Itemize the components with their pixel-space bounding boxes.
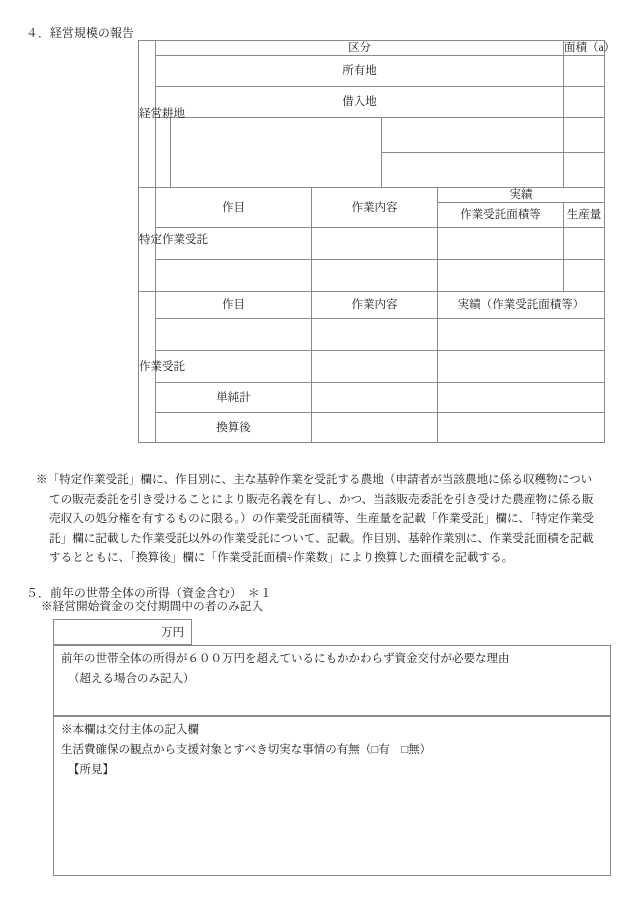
detail-mid-col-stack (382, 118, 564, 188)
detail-narrow-col[interactable] (156, 118, 171, 188)
income-amount-field[interactable] (53, 619, 192, 645)
sagyo-kansango-sagyo-naiyo[interactable] (312, 413, 438, 443)
table-row-tanjunkei (139, 383, 605, 413)
note-line-1: ※「特定作業受託」欄に、作目別に、主な基幹作業を受託する農地（申請者が当該農地に係る収穫物につい (36, 473, 593, 486)
shoyuchi-label-cell (156, 56, 564, 87)
tokutei-header-seisanryo: 生産量 (564, 203, 605, 228)
reason-prompt-line-1: 前年の世帯全体の所得が６００万円を超えているにもかかわらず資金交付が必要な理由 (61, 653, 510, 665)
sagyo-label: 作業受託 (139, 361, 185, 373)
tokutei-header-row (139, 188, 605, 203)
tokutei-label: 特定作業受託 (139, 233, 208, 246)
sagyo-header-sagyo-naiyo: 作業内容 (312, 292, 438, 319)
section-4-heading: ４．経営規模の報告 (26, 26, 134, 40)
tokutei-header-jisseki: 実績 (438, 188, 605, 203)
note-line-2: ての販売委託を引き受けることにより販売名義を有し、かつ、当該販売委託を引き受けた農産物に係る販 (49, 492, 594, 506)
tokutei-header-jutaku-menseki: 作業受託面積等 (438, 203, 564, 228)
reason-textarea[interactable] (53, 645, 611, 716)
note-line-3: 売収入の処分権を有するものに限る。）の作業受託面積等、生産量を記載「作業受託」欄に、「特定作業受 (49, 512, 594, 526)
tokutei-row2-seisanryo[interactable] (564, 260, 605, 292)
table-row-kansango (139, 413, 605, 443)
note-line-5: するとともに、「換算後」欄に「作業受託面積÷作業数」により換算した面積を記載する。 (49, 551, 514, 565)
kariirechi-label: 借入地 (342, 96, 377, 108)
section-5-heading: ５．前年の世帯全体の所得（資金含む） ＊１ (26, 586, 273, 600)
tokutei-row2-sagyo-naiyo[interactable] (312, 260, 438, 292)
sagyo-row1-sakumoku[interactable] (156, 319, 312, 351)
tokutei-row2-jutaku-menseki[interactable] (438, 260, 564, 292)
table-row (139, 87, 605, 118)
keiei-kochi-label: 経営耕地 (139, 108, 185, 120)
sagyo-header-sakumoku: 作目 (156, 292, 312, 319)
tokutei-label-cell (139, 188, 208, 292)
table-row (139, 56, 605, 87)
business-scale-table (138, 40, 616, 443)
tokutei-row1-seisanryo[interactable] (564, 228, 605, 260)
detail-wide-col[interactable] (171, 118, 382, 188)
kariirechi-area-input[interactable] (564, 87, 605, 118)
header-kubun-label: 区分 (348, 42, 371, 54)
sagyo-header-row (139, 292, 605, 319)
opinion-shoken-label: 【所見】 (68, 764, 114, 776)
sagyo-row1-sagyo-naiyo[interactable] (312, 319, 438, 351)
tokutei-header-sakumoku: 作目 (156, 188, 312, 228)
table-row (139, 260, 605, 292)
sagyo-tanjunkei-label: 単純計 (156, 383, 312, 413)
detail-mid-cell-1[interactable] (382, 118, 563, 153)
sagyo-kansango-label: 換算後 (156, 413, 312, 443)
opinion-question-line: 生活費確保の観点から支援対象とすべき切実な事情の有無（□有 □無） (61, 744, 432, 756)
detail-area-cell-2[interactable] (564, 153, 604, 188)
detail-area-cell-1[interactable] (564, 118, 604, 153)
table-row (139, 351, 605, 383)
kariirechi-label-cell (156, 87, 564, 118)
table-header-row (139, 41, 605, 56)
sagyo-row2-jisseki[interactable] (438, 351, 605, 383)
sagyo-row1-jisseki[interactable] (438, 319, 605, 351)
sagyo-header-jisseki: 実績（作業受託面積等） (438, 292, 605, 319)
kariirechi-detail-row (139, 118, 605, 188)
detail-area-col-stack (564, 118, 605, 188)
header-menseki-label: 面積（a） (564, 42, 616, 54)
tokutei-header-sagyo-naiyo: 作業内容 (312, 188, 438, 228)
sagyo-row2-sagyo-naiyo[interactable] (312, 351, 438, 383)
income-unit-label: 万円 (161, 627, 184, 639)
detail-mid-cell-2[interactable] (382, 153, 563, 188)
reason-prompt-line-2: （超える場合のみ記入） (68, 673, 195, 685)
section-4-note (36, 470, 616, 568)
opinion-textarea[interactable] (53, 716, 611, 876)
opinion-notice-line: ※本欄は交付主体の記入欄 (61, 724, 199, 736)
note-line-4: 託」欄に記載した作業受託以外の作業受託について、記載。作目別、基幹作業別に、作業受託面積を記載 (49, 531, 594, 545)
sagyo-kansango-jisseki[interactable] (438, 413, 605, 443)
tokutei-row2-sakumoku[interactable] (156, 260, 312, 292)
tokutei-row1-jutaku-menseki[interactable] (438, 228, 564, 260)
shoyuchi-area-input[interactable] (564, 56, 605, 87)
detail-mid-inner-table (382, 118, 563, 187)
keiei-kochi-label-cell (139, 41, 185, 188)
table-row (139, 228, 605, 260)
table-row (139, 319, 605, 351)
header-kubun-cell (156, 41, 564, 56)
sagyo-label-cell (139, 292, 185, 443)
shoyuchi-label: 所有地 (342, 65, 377, 77)
sagyo-tanjunkei-jisseki[interactable] (438, 383, 605, 413)
section-5-subheading: ※経営開始資金の交付期間中の者のみ記入 (41, 601, 264, 613)
tokutei-row1-sagyo-naiyo[interactable] (312, 228, 438, 260)
detail-area-inner-table (564, 118, 604, 187)
header-menseki-cell (564, 41, 616, 56)
sagyo-tanjunkei-sagyo-naiyo[interactable] (312, 383, 438, 413)
